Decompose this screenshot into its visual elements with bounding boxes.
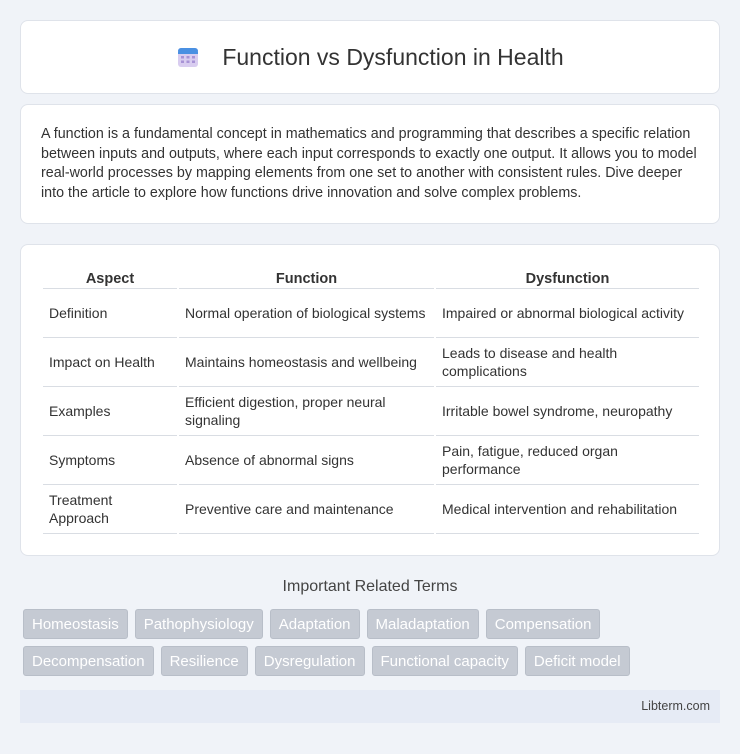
tag-maladaptation[interactable]: Maladaptation <box>367 609 479 639</box>
intro-card <box>20 104 720 224</box>
tag-dysregulation[interactable]: Dysregulation <box>255 646 365 676</box>
cell-aspect: Treatment Approach <box>43 485 177 534</box>
tag-homeostasis[interactable]: Homeostasis <box>23 609 128 639</box>
header-aspect: Aspect <box>43 267 177 289</box>
header-dysfunction: Dysfunction <box>436 267 699 289</box>
title-wrap <box>176 44 563 71</box>
related-terms-list <box>23 609 723 676</box>
tag-compensation[interactable]: Compensation <box>486 609 601 639</box>
cell-aspect: Definition <box>43 289 177 338</box>
tag-pathophysiology[interactable]: Pathophysiology <box>135 609 263 639</box>
cell-function: Normal operation of biological systems <box>179 289 434 338</box>
tag-resilience[interactable]: Resilience <box>161 646 248 676</box>
comparison-table <box>41 267 701 534</box>
tag-decompensation[interactable]: Decompensation <box>23 646 154 676</box>
tag-functional-capacity[interactable]: Functional capacity <box>372 646 518 676</box>
cell-aspect: Examples <box>43 387 177 436</box>
cell-dysfunction: Medical intervention and rehabilitation <box>436 485 699 534</box>
cell-function: Preventive care and maintenance <box>179 485 434 534</box>
tag-adaptation[interactable]: Adaptation <box>270 609 360 639</box>
table-row <box>43 485 699 534</box>
table-row <box>43 436 699 485</box>
table-row <box>43 338 699 387</box>
tag-deficit-model[interactable]: Deficit model <box>525 646 630 676</box>
footer-link[interactable]: Libterm.com <box>641 699 710 713</box>
table-header-row <box>43 267 699 289</box>
calendar-icon <box>176 45 200 69</box>
cell-dysfunction: Pain, fatigue, reduced organ performance <box>436 436 699 485</box>
cell-dysfunction: Leads to disease and health complications <box>436 338 699 387</box>
intro-text: A function is a fundamental concept in mathematics and programming that describes a specific relation between inputs and outputs, where each input corresponds to exactly one output. It allows you to model real-world processes by mapping elements from one set to another with consistent rules. Dive deeper into the article to explore how functions drive innovation and solve complex problems. <box>41 126 697 201</box>
footer <box>20 690 720 723</box>
cell-function: Maintains homeostasis and wellbeing <box>179 338 434 387</box>
cell-dysfunction: Irritable bowel syndrome, neuropathy <box>436 387 699 436</box>
cell-function: Absence of abnormal signs <box>179 436 434 485</box>
page-title: Function vs Dysfunction in Health <box>222 43 564 70</box>
related-terms-title: Important Related Terms <box>282 578 458 595</box>
cell-aspect: Impact on Health <box>43 338 177 387</box>
cell-function: Efficient digestion, proper neural signaling <box>179 387 434 436</box>
header-function: Function <box>179 267 434 289</box>
table-card <box>20 244 720 556</box>
header-card <box>20 20 720 94</box>
table-row <box>43 387 699 436</box>
cell-dysfunction: Impaired or abnormal biological activity <box>436 289 699 338</box>
cell-aspect: Symptoms <box>43 436 177 485</box>
table-row <box>43 289 699 338</box>
